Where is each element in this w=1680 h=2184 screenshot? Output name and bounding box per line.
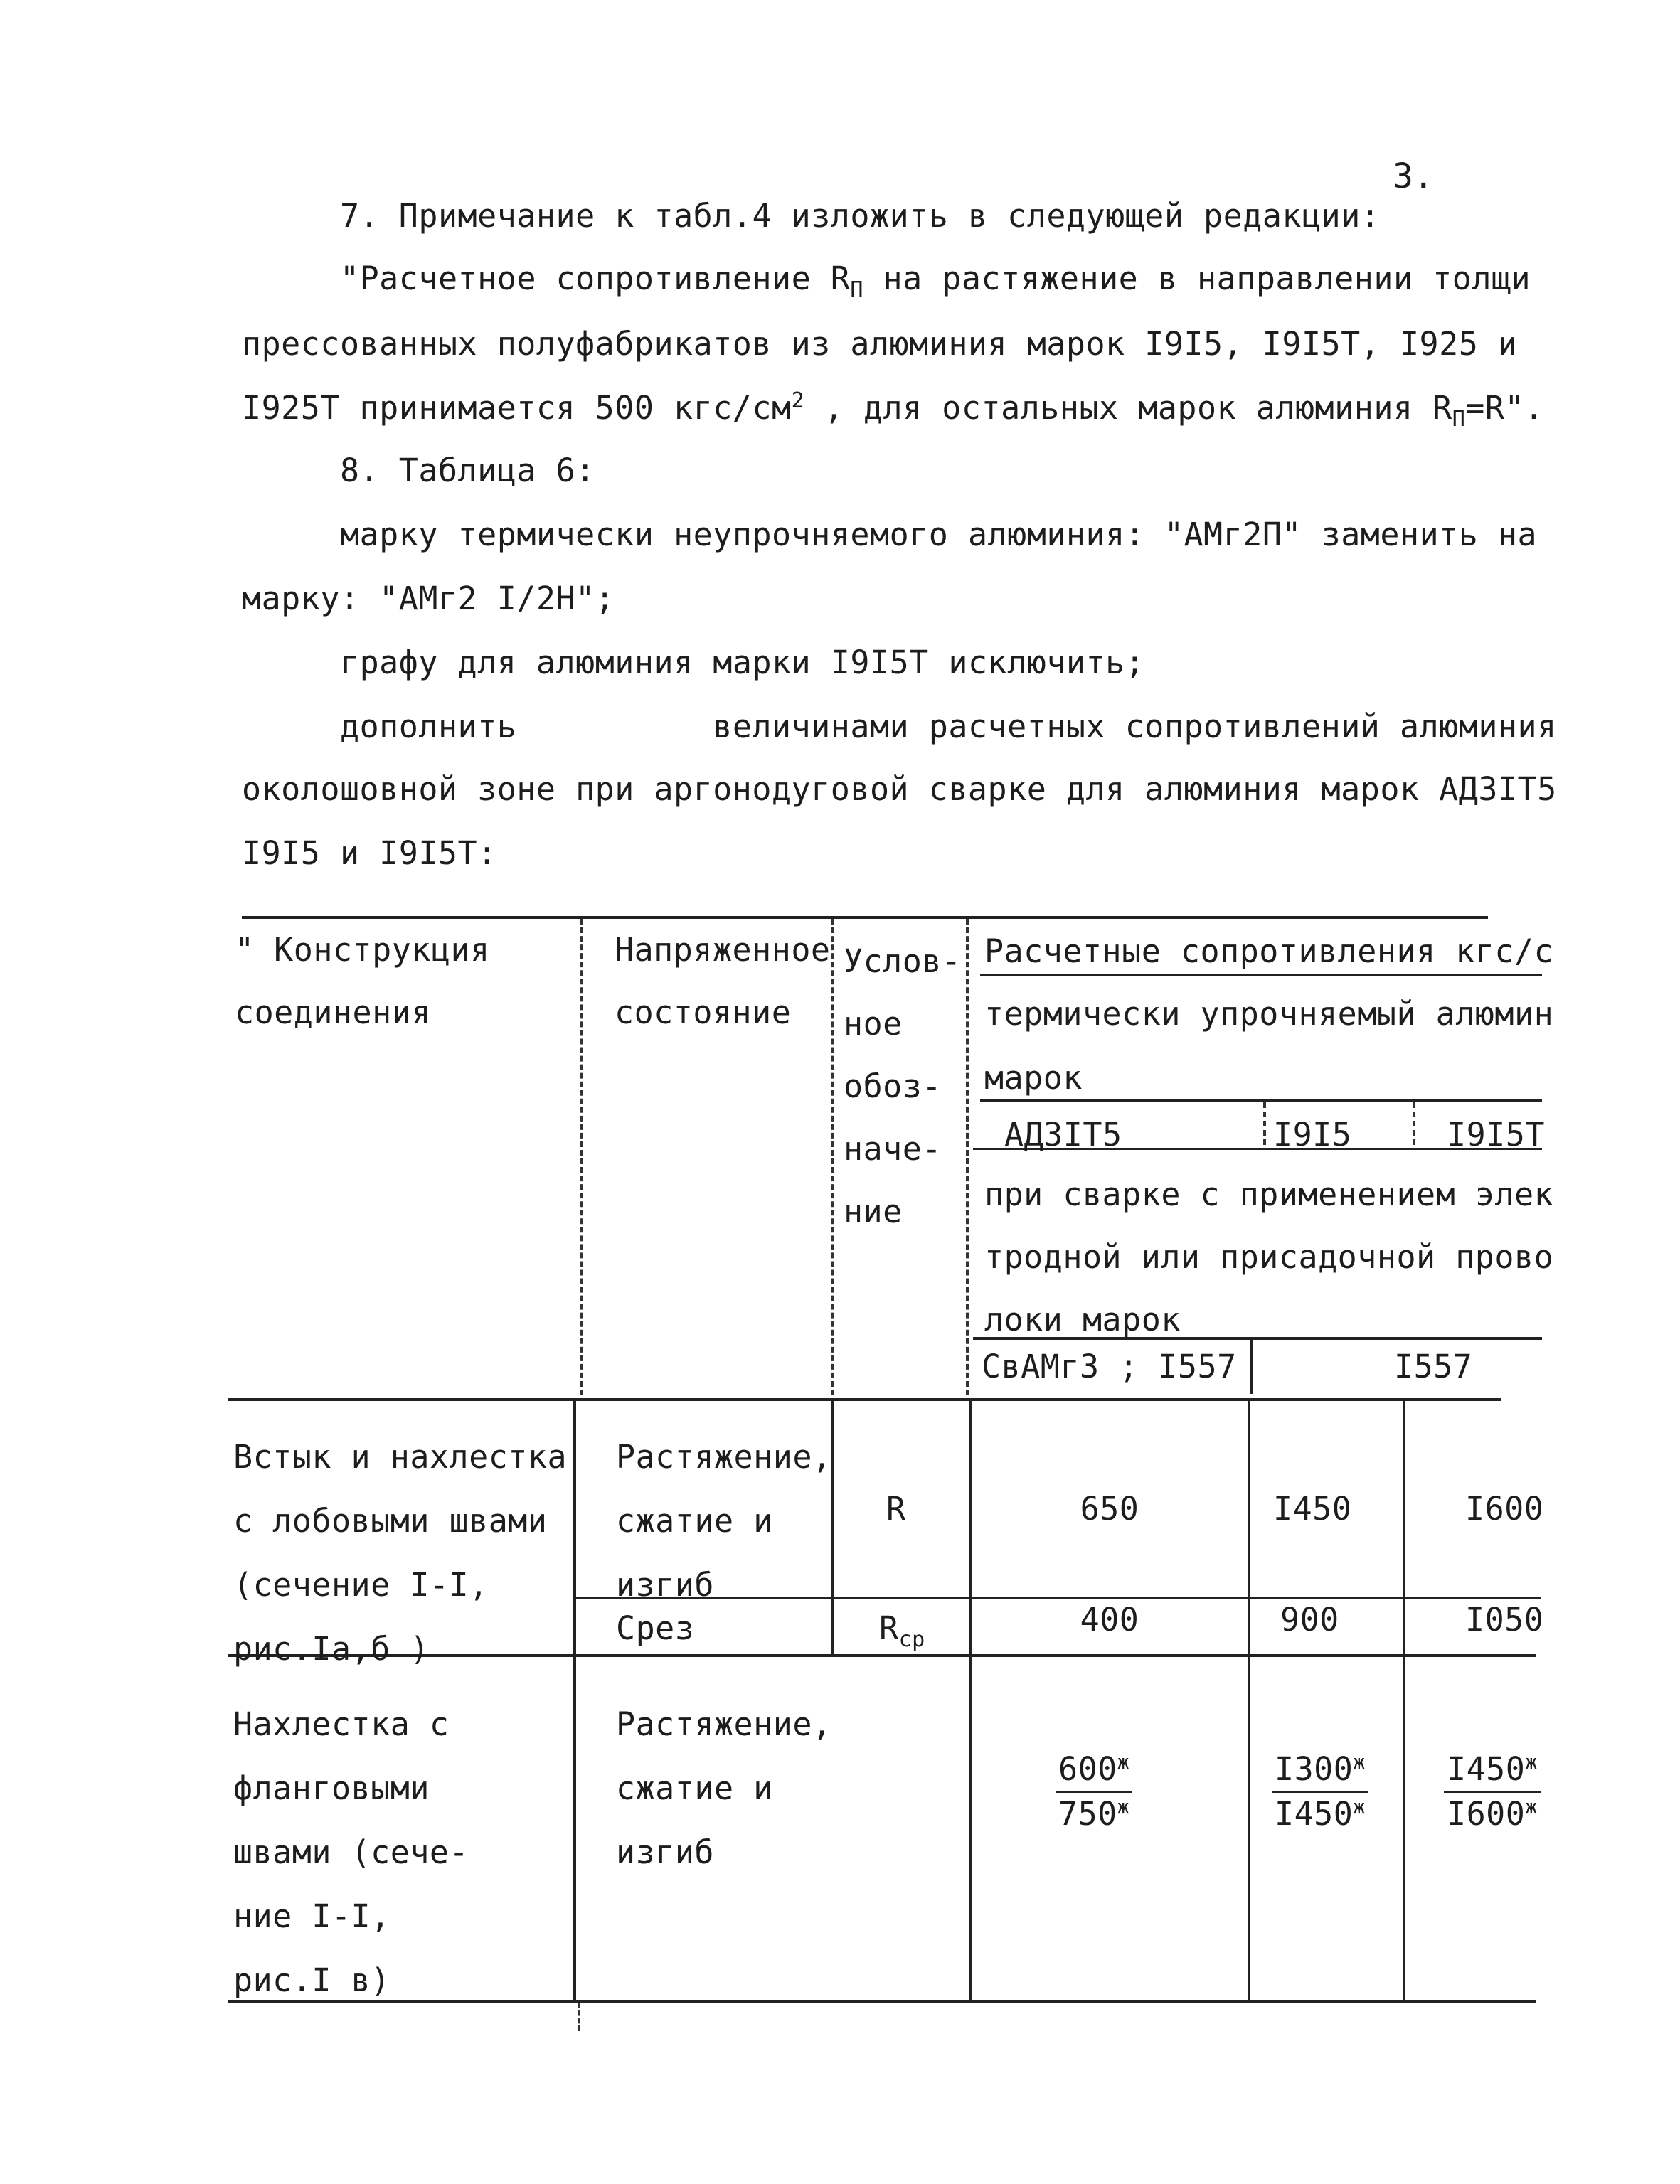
p7-line2-sub: П: [850, 277, 863, 302]
p8-line5: дополнить величинами расчетных сопротивлений алюминия: [340, 708, 1557, 745]
p8-line2: марку термически неупрочняемого алюминия: "АМг2П" заменить на: [340, 516, 1538, 553]
row2-construction-line2: фланговыми: [233, 1769, 430, 1807]
row1-value-1915: I450: [1273, 1490, 1352, 1528]
row1-shear-symbol-sub: ср: [898, 1627, 925, 1652]
p8-line6: околошовной зоне при аргонодуговой сварке для алюминия марок АД3IТ5: [242, 770, 1557, 808]
p8-line3: марку: "АМг2 I/2Н";: [242, 580, 615, 617]
p7-line1: 7. Примечание к табл.4 изложить в следующей редакции:: [340, 197, 1381, 235]
row1-shear-value-1915t: I050: [1465, 1601, 1544, 1639]
row1-shear-state: Срез: [616, 1609, 695, 1647]
row-divider-3: [969, 1398, 972, 2000]
header-construction-line1: " Конструкция: [235, 931, 490, 969]
header-symbol-line3: обоз-: [844, 1067, 942, 1105]
row1-value-1915t: I600: [1465, 1490, 1544, 1528]
p7-line4: [242, 388, 1544, 432]
header-bottom-rule: [228, 1398, 1501, 1401]
table-tail-tick: [578, 2003, 580, 2031]
row1-construction-line2: с лобовыми швами: [233, 1502, 548, 1540]
header-resistance-sub1: термически упрочняемый алюмин: [984, 995, 1554, 1033]
row2-state-line3: изгиб: [616, 1833, 714, 1871]
grade-1915: I9I5: [1273, 1116, 1352, 1154]
header-symbol: [844, 930, 962, 1243]
header-welding-line2: тродной или присадочной прово: [984, 1238, 1554, 1276]
header-state-line2: состояние: [615, 994, 792, 1031]
header-symbol-line4: наче-: [844, 1130, 942, 1168]
row1-state: [616, 1425, 832, 1617]
grade-divider-1: [1263, 1102, 1266, 1145]
header-welding-line3: локи марок: [984, 1301, 1181, 1338]
p8-line1: 8. Таблица 6:: [340, 452, 595, 489]
row2-construction: [233, 1693, 469, 2013]
p7-line4-c: =R".: [1465, 389, 1544, 427]
fraction-1915-num: $I300^ж$: [1272, 1748, 1368, 1793]
wire-1557: I557: [1394, 1348, 1473, 1385]
header-symbol-line2: ное: [844, 1005, 903, 1043]
row2-construction-line4: ние I-I,: [233, 1897, 390, 1935]
row1-shear-symbol-r: R: [879, 1609, 899, 1647]
row2-construction-line5: рис.I в): [233, 1961, 390, 1999]
row-divider-1: [573, 1398, 576, 2000]
grade-divider-2: [1413, 1102, 1415, 1145]
row1-shear-value-1915: 900: [1280, 1601, 1339, 1639]
p7-line2: [340, 259, 1531, 302]
row1-symbol: R: [886, 1490, 906, 1528]
row2-value-1915: [1272, 1748, 1368, 1836]
row-divider-4: [1248, 1398, 1250, 2000]
row2-state: [616, 1693, 832, 1885]
row1-shear-value-ad31t5: 400: [1080, 1601, 1139, 1639]
header-rule-title: [980, 974, 1542, 976]
fraction-1915t: [1444, 1748, 1541, 1836]
p7-line4-sup: 2: [791, 388, 805, 413]
row2-state-line2: сжатие и: [616, 1769, 773, 1807]
p7-line4-b: , для остальных марок алюминия R: [804, 389, 1452, 427]
p7-line2-a: "Расчетное сопротивление R: [340, 260, 851, 297]
row-divider-5: [1403, 1398, 1405, 2000]
row1-construction-line1: Встык и нахлестка: [233, 1438, 568, 1476]
row1-state-line3: изгиб: [616, 1566, 714, 1604]
wire-divider: [1250, 1337, 1253, 1394]
fraction-ad31t5-num: $600^ж$: [1056, 1748, 1132, 1793]
p8-line4: графу для алюминия марки I9I5Т исключить;: [340, 644, 1145, 681]
header-symbol-line5: ние: [844, 1193, 903, 1230]
table-top-rule: [242, 916, 1488, 919]
p8-line7: I9I5 и I9I5Т:: [242, 834, 497, 872]
header-state-line1: Напряженное: [615, 931, 831, 969]
table-divider-2: [831, 919, 834, 1395]
row2-construction-line3: швами (сече-: [233, 1833, 469, 1871]
header-rule-marks: [980, 1099, 1542, 1102]
page-number: 3.: [1393, 156, 1434, 196]
header-resistance-sub2: марок: [984, 1059, 1083, 1097]
header-construction-line2: соединения: [235, 994, 431, 1031]
fraction-1915-den: $I450^ж$: [1275, 1795, 1366, 1833]
row2-value-1915t: [1444, 1748, 1541, 1836]
header-state: [615, 930, 831, 1033]
header-symbol-line1: Услов-: [844, 942, 962, 980]
fraction-1915t-num: $I450^ж$: [1444, 1748, 1541, 1793]
p7-line4-a: I925Т принимается 500 кгс/см: [242, 389, 792, 427]
row1-construction-line4: рис.Iа,б ): [233, 1630, 430, 1668]
row2-value-ad31t5: [1056, 1748, 1132, 1836]
p7-line2-b: на растяжение в направлении толщи: [863, 260, 1531, 297]
fraction-ad31t5-den: $750^ж$: [1058, 1795, 1130, 1833]
row1-state-line1: Растяжение,: [616, 1438, 832, 1476]
row1-state-line2: сжатие и: [616, 1502, 773, 1540]
wire-svamg3: СвАМг3 ; I557: [982, 1348, 1237, 1385]
row2-state-line1: Растяжение,: [616, 1705, 832, 1743]
fraction-ad31t5: [1056, 1748, 1132, 1836]
header-welding-line1: при сварке с применением элек: [984, 1176, 1554, 1213]
header-resistance-title: Расчетные сопротивления кгс/с: [984, 932, 1554, 970]
fraction-1915t-den: $I600^ж$: [1447, 1795, 1538, 1833]
p7-line4-sub: П: [1452, 407, 1466, 432]
fraction-1915: [1272, 1748, 1368, 1836]
row1-shear-symbol: [879, 1609, 925, 1652]
p7-line3: прессованных полуфабрикатов из алюминия марок I9I5, I9I5Т, I925 и: [242, 325, 1518, 363]
grade-ad31t5: АД3IТ5: [1004, 1116, 1122, 1154]
table-divider-1: [580, 919, 583, 1395]
table-divider-3: [966, 919, 969, 1395]
row1-construction-line3: (сечение I-I,: [233, 1566, 489, 1604]
grade-1915t: I9I5Т: [1447, 1116, 1545, 1154]
row1-value-ad31t5: 650: [1080, 1490, 1139, 1528]
header-construction: [235, 930, 490, 1033]
row2-construction-line1: Нахлестка с: [233, 1705, 450, 1743]
row1-construction: [233, 1425, 567, 1681]
